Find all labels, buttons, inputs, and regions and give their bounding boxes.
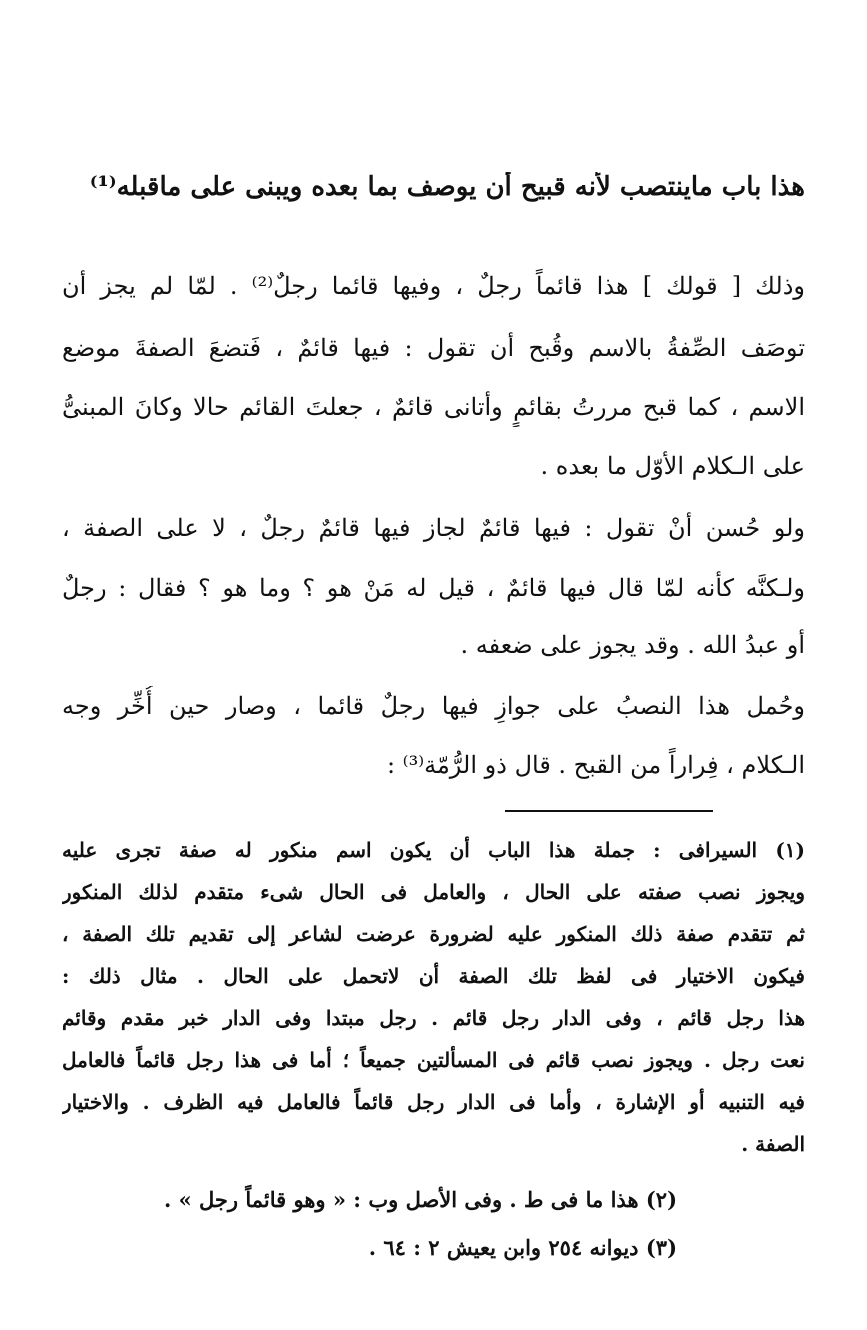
footnote-1-line-1: (١) السيرافى : جملة هذا الباب أن يكون اسم منكور له صفة تجرى عليه — [62, 838, 805, 862]
paragraph-3-line-1: وحُمل هذا النصبُ على جوازِ فيها رجلٌ قائما ، وصار حين أُخِّر وجه — [62, 692, 805, 720]
footnote-1-line-8: الصفة . — [741, 1132, 805, 1156]
paragraph-3-line-2: الـكلام ، فِراراً من القبح . قال ذو الرُّمّة⁽³⁾ : — [386, 751, 805, 779]
paragraph-2-line-2: ولـكنَّه كأنه لمّا قال فيها قائمٌ ، قيل له مَنْ هو ؟ وما هو ؟ فقال : رجلٌ — [62, 574, 805, 602]
paragraph-1-line-3: الاسم ، كما قبح مررتُ بقائمٍ وأتانى قائمٌ ، جعلتَ القائم حالا وكانَ المبنىُّ — [62, 393, 805, 421]
paragraph-2-line-3: أو عبدُ الله . وقد يجوز على ضعفه . — [460, 631, 805, 659]
paragraph-2-line-1: ولو حُسن أنْ تقول : فيها قائمٌ لجاز فيها قائمٌ رجلٌ ، لا على الصفة ، — [62, 514, 805, 542]
footnote-separator — [505, 810, 713, 812]
paragraph-1-line-1: وذلك [ قولك ] هذا قائماً رجلٌ ، وفيها قائما رجلٌ⁽²⁾ . لمّا لم يجز أن — [62, 272, 805, 300]
footnote-3: (٣) ديوانه ٢٥٤ وابن يعيش ٢ : ٦٤ . — [368, 1235, 677, 1260]
footnote-1-line-4: فيكون الاختيار فى لفظ تلك الصفة أن لاتحمل على الحال . مثال ذلك : — [62, 964, 805, 988]
paragraph-1-line-4: على الـكلام الأوّل ما بعده . — [540, 452, 805, 480]
footnote-1-line-3: ثم تتقدم صفة ذلك المنكور عليه لضرورة عرضت لشاعر إلى تقديم تلك الصفة ، — [62, 922, 805, 946]
footnote-1-line-7: فيه التنبيه أو الإشارة ، وأما فى الدار رجل قائماً فالعامل فيه الظرف . والاختيار — [62, 1090, 805, 1114]
chapter-title: هذا باب ماينتصب لأنه قبيح أن يوصف بما بعده ويبنى على ماقبله⁽¹⁾ — [89, 172, 805, 202]
footnote-2: (٢) هذا ما فى ط . وفى الأصل وب : « وهو قائماً رجل » . — [163, 1187, 677, 1212]
footnote-1-line-2: ويجوز نصب صفته على الحال ، والعامل فى الحال شىء متقدم لذلك المنكور — [62, 880, 805, 904]
footnote-1-line-5: هذا رجل قائم ، وفى الدار رجل قائم . رجل مبتدا وفى الدار خبر مقدم وقائم — [62, 1006, 805, 1030]
paragraph-1-line-2: توصَف الصِّفةُ بالاسم وقُبح أن تقول : فيها قائمٌ ، فَتضعَ الصفةَ موضع — [62, 334, 805, 362]
footnote-1-line-6: نعت رجل . ويجوز نصب قائم فى المسألتين جميعاً ؛ أما فى هذا رجل قائماً فالعامل — [62, 1048, 805, 1072]
